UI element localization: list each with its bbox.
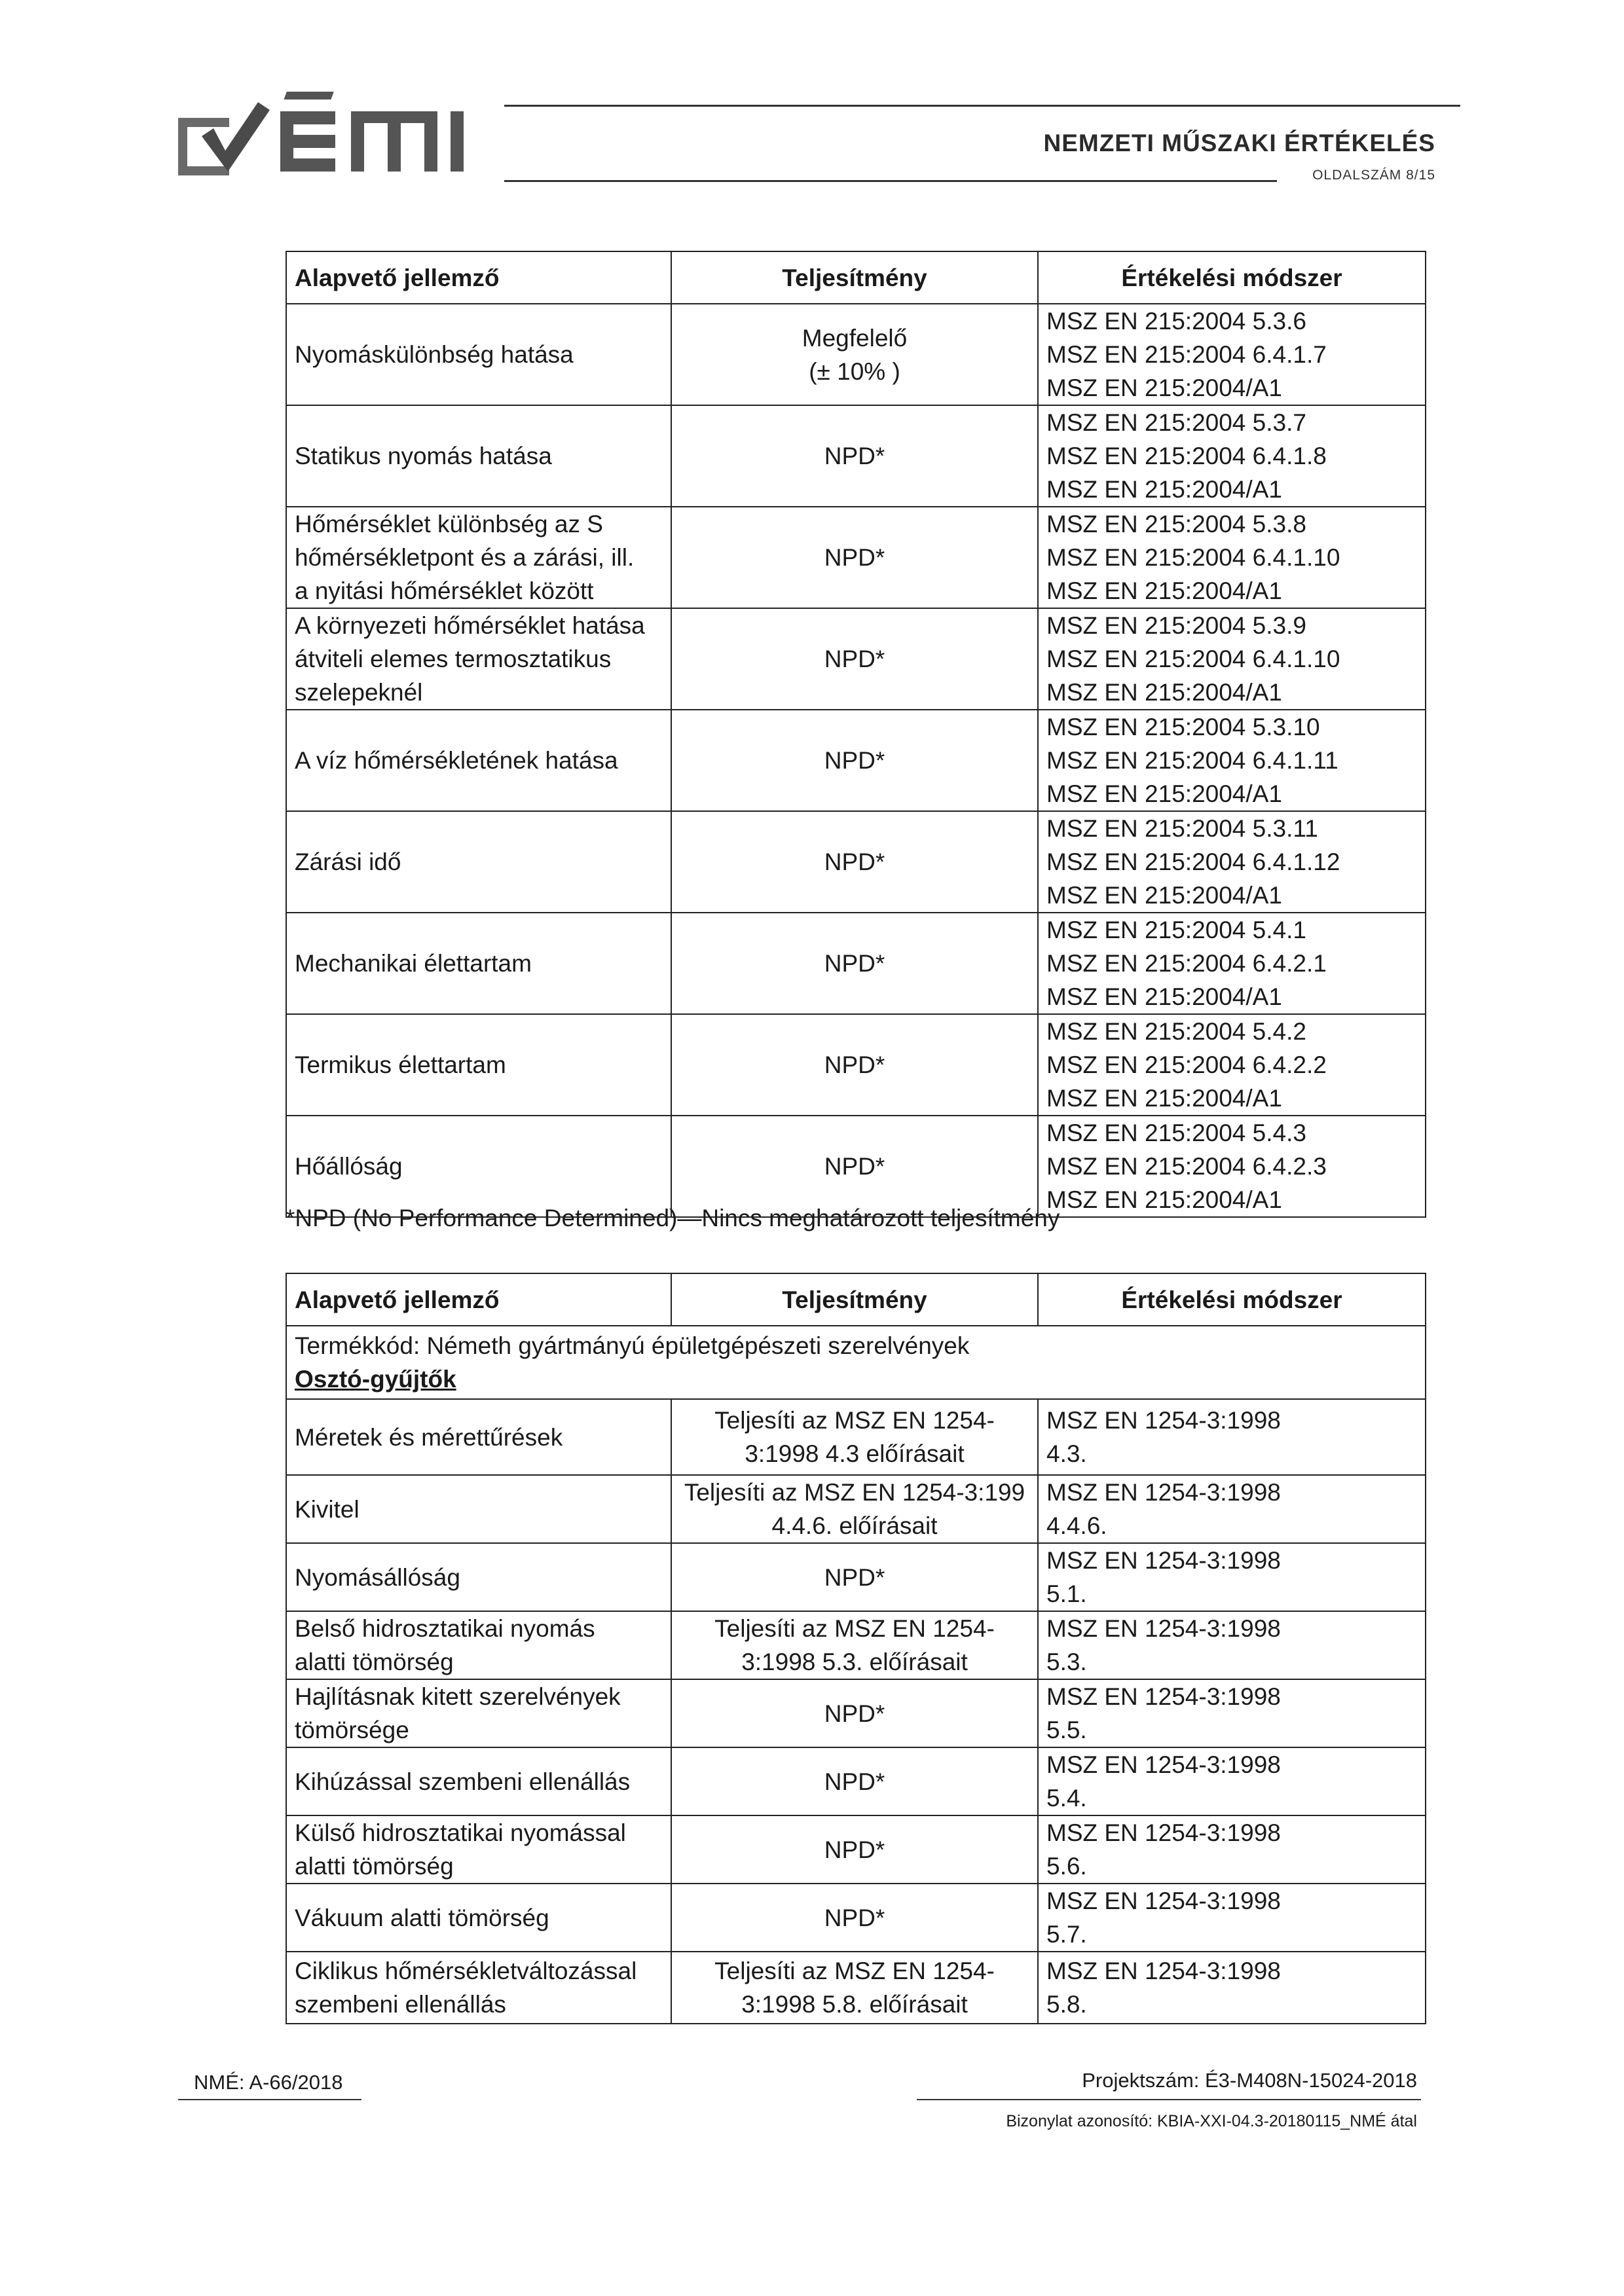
footer-rule-right — [917, 2099, 1421, 2100]
performance-cell: NPD* — [671, 405, 1038, 507]
table-row — [286, 507, 1426, 608]
feature-cell: Kihúzással szembeni ellenállás — [286, 1747, 671, 1815]
column-header-feature: Alapvető jellemző — [286, 1273, 671, 1326]
emi-logo — [175, 73, 496, 186]
method-cell: MSZ EN 1254-3:1998 4.4.6. — [1038, 1475, 1426, 1543]
column-header-method: Értékelési módszer — [1038, 251, 1426, 304]
feature-cell: Kivitel — [286, 1475, 671, 1543]
footer-document-id: Bizonylat azonosító: KBIA-XXI-04.3-20180115_NMÉ átal — [1006, 2112, 1417, 2130]
table-row — [286, 1611, 1426, 1679]
table-header-row — [286, 1273, 1426, 1326]
performance-cell: NPD* — [671, 608, 1038, 710]
method-cell: MSZ EN 215:2004 5.3.9 MSZ EN 215:2004 6.4.1.10 MSZ EN 215:2004/A1 — [1038, 608, 1426, 710]
method-cell: MSZ EN 1254-3:1998 5.4. — [1038, 1747, 1426, 1815]
feature-cell: Hőmérséklet különbség az S hőmérsékletpont és a zárási, ill. a nyitási hőmérséklet között — [286, 507, 671, 608]
method-cell: MSZ EN 215:2004 5.3.8 MSZ EN 215:2004 6.4.1.10 MSZ EN 215:2004/A1 — [1038, 507, 1426, 608]
performance-cell: Teljesíti az MSZ EN 1254- 3:1998 5.3. előírásait — [671, 1611, 1038, 1679]
table-row — [286, 1747, 1426, 1815]
performance-cell: NPD* — [671, 811, 1038, 913]
performance-cell: NPD* — [671, 1543, 1038, 1611]
performance-table-2 — [286, 1273, 1426, 2024]
feature-cell: Hajlításnak kitett szerelvények tömörsége — [286, 1679, 671, 1747]
npd-footnote: *NPD (No Performance Determined)—Nincs meghatározott teljesítmény — [286, 1205, 1060, 1231]
table-row — [286, 913, 1426, 1014]
column-header-feature: Alapvető jellemző — [286, 251, 671, 304]
feature-cell: Mechanikai élettartam — [286, 913, 671, 1014]
table-2-body — [286, 1326, 1426, 2024]
feature-cell: A víz hőmérsékletének hatása — [286, 710, 671, 811]
performance-cell: NPD* — [671, 1116, 1038, 1217]
feature-cell: Hőállóság — [286, 1116, 671, 1217]
table-row — [286, 1884, 1426, 1952]
table-row — [286, 1399, 1426, 1475]
performance-cell: Megfelelő (± 10% ) — [671, 304, 1038, 405]
table-row — [286, 1014, 1426, 1116]
method-cell: MSZ EN 215:2004 5.3.6 MSZ EN 215:2004 6.4.1.7 MSZ EN 215:2004/A1 — [1038, 304, 1426, 405]
method-cell: MSZ EN 215:2004 5.4.1 MSZ EN 215:2004 6.4.2.1 MSZ EN 215:2004/A1 — [1038, 913, 1426, 1014]
column-header-performance: Teljesítmény — [671, 251, 1038, 304]
table-row — [286, 608, 1426, 710]
method-cell: MSZ EN 1254-3:1998 5.3. — [1038, 1611, 1426, 1679]
method-cell: MSZ EN 1254-3:1998 5.7. — [1038, 1884, 1426, 1952]
table-row — [286, 1475, 1426, 1543]
header-rule-bottom — [504, 180, 1277, 182]
table-row — [286, 710, 1426, 811]
table-row — [286, 811, 1426, 913]
column-header-performance: Teljesítmény — [671, 1273, 1038, 1326]
column-header-method: Értékelési módszer — [1038, 1273, 1426, 1326]
footer-project-number: Projektszám: É3-M408N-15024-2018 — [1082, 2069, 1417, 2092]
method-cell: MSZ EN 1254-3:1998 5.6. — [1038, 1815, 1426, 1884]
method-cell: MSZ EN 215:2004 5.4.3 MSZ EN 215:2004 6.4.2.3 MSZ EN 215:2004/A1 — [1038, 1116, 1426, 1217]
feature-cell: Vákuum alatti tömörség — [286, 1884, 671, 1952]
performance-cell: Teljesíti az MSZ EN 1254- 3:1998 4.3 előírásait — [671, 1399, 1038, 1475]
table-1-body — [286, 304, 1426, 1217]
method-cell: MSZ EN 1254-3:1998 4.3. — [1038, 1399, 1426, 1475]
header-title: NEMZETI MŰSZAKI ÉRTÉKELÉS — [1043, 130, 1435, 156]
performance-cell: NPD* — [671, 1884, 1038, 1952]
method-cell: MSZ EN 1254-3:1998 5.5. — [1038, 1679, 1426, 1747]
footer-rule-left — [178, 2099, 361, 2100]
performance-cell: NPD* — [671, 1747, 1038, 1815]
feature-cell: Zárási idő — [286, 811, 671, 913]
feature-cell: Ciklikus hőmérsékletváltozással szembeni ellenállás — [286, 1952, 671, 2024]
table-row — [286, 1679, 1426, 1747]
feature-cell: Termikus élettartam — [286, 1014, 671, 1116]
method-cell: MSZ EN 215:2004 5.3.7 MSZ EN 215:2004 6.4.1.8 MSZ EN 215:2004/A1 — [1038, 405, 1426, 507]
table-row — [286, 1116, 1426, 1217]
performance-cell: NPD* — [671, 1815, 1038, 1884]
feature-cell: Statikus nyomás hatása — [286, 405, 671, 507]
performance-table-1 — [286, 251, 1426, 1218]
feature-cell: Méretek és mérettűrések — [286, 1399, 671, 1475]
feature-cell: Belső hidrosztatikai nyomás alatti tömörség — [286, 1611, 671, 1679]
performance-cell: NPD* — [671, 1679, 1038, 1747]
method-cell: MSZ EN 1254-3:1998 5.1. — [1038, 1543, 1426, 1611]
table-row — [286, 304, 1426, 405]
product-group-title: Osztó-gyűjtők — [295, 1366, 456, 1393]
method-cell: MSZ EN 1254-3:1998 5.8. — [1038, 1952, 1426, 2024]
table-header-row — [286, 251, 1426, 304]
method-cell: MSZ EN 215:2004 5.4.2 MSZ EN 215:2004 6.4.2.2 MSZ EN 215:2004/A1 — [1038, 1014, 1426, 1116]
table-row — [286, 1952, 1426, 2024]
table-row — [286, 1543, 1426, 1611]
product-group-row — [286, 1326, 1426, 1399]
method-cell: MSZ EN 215:2004 5.3.11 MSZ EN 215:2004 6.4.1.12 MSZ EN 215:2004/A1 — [1038, 811, 1426, 913]
performance-cell: NPD* — [671, 507, 1038, 608]
performance-cell: NPD* — [671, 913, 1038, 1014]
header-rule-top — [504, 105, 1460, 107]
performance-cell: Teljesíti az MSZ EN 1254-3:199 4.4.6. előírásait — [671, 1475, 1038, 1543]
feature-cell: A környezeti hőmérséklet hatása átviteli elemes termosztatikus szelepeknél — [286, 608, 671, 710]
header-page-number: OLDALSZÁM 8/15 — [1312, 168, 1435, 183]
performance-cell: Teljesíti az MSZ EN 1254- 3:1998 5.8. előírásait — [671, 1952, 1038, 2024]
footer-nme-number: NMÉ: A-66/2018 — [194, 2071, 343, 2094]
product-code: Termékkód: Németh gyártmányú épületgépészeti szerelvények — [295, 1332, 970, 1359]
method-cell: MSZ EN 215:2004 5.3.10 MSZ EN 215:2004 6.4.1.11 MSZ EN 215:2004/A1 — [1038, 710, 1426, 811]
performance-cell: NPD* — [671, 1014, 1038, 1116]
feature-cell: Külső hidrosztatikai nyomással alatti tömörség — [286, 1815, 671, 1884]
feature-cell: Nyomáskülönbség hatása — [286, 304, 671, 405]
table-row — [286, 405, 1426, 507]
feature-cell: Nyomásállóság — [286, 1543, 671, 1611]
table-row — [286, 1815, 1426, 1884]
performance-cell: NPD* — [671, 710, 1038, 811]
